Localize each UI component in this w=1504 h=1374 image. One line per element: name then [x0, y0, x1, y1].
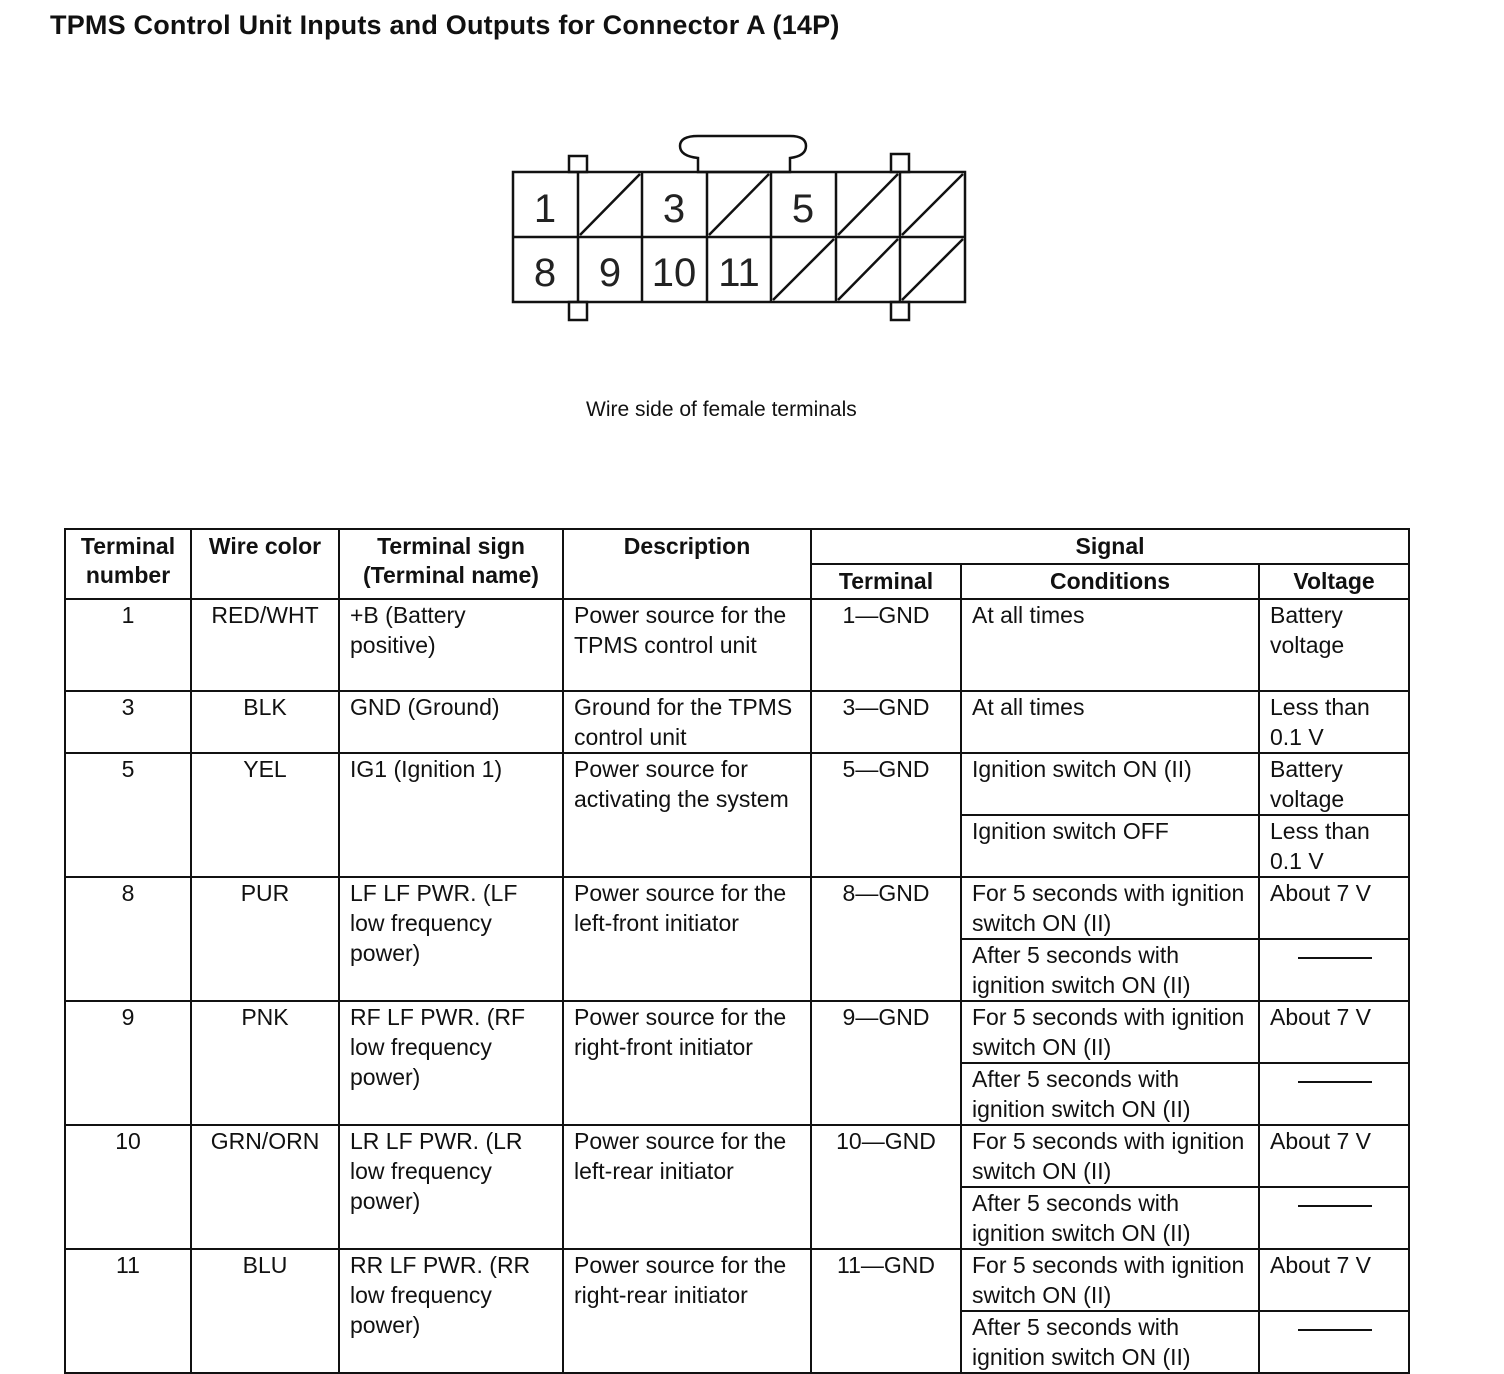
table-row [65, 1001, 1409, 1063]
connector-diagram [500, 128, 980, 328]
pin-label: 5 [791, 187, 815, 231]
signal-terminal: 5—GND [811, 753, 961, 877]
signal-voltage: Battery voltage [1259, 599, 1409, 691]
signal-voltage: Battery voltage [1259, 753, 1409, 815]
description: Power source for the right-rear initiator [563, 1249, 811, 1373]
signal-terminal: 9—GND [811, 1001, 961, 1125]
pin-label: 11 [718, 251, 760, 295]
signal-condition: After 5 seconds with ignition switch ON (II) [961, 939, 1259, 1001]
signal-condition: For 5 seconds with ignition switch ON (II) [961, 1249, 1259, 1311]
description: Power source for activating the system [563, 753, 811, 877]
signal-voltage [1259, 1311, 1409, 1373]
terminal-number: 8 [65, 877, 191, 1001]
connector-tab [891, 154, 909, 172]
terminal-number: 9 [65, 1001, 191, 1125]
table-row [65, 753, 1409, 815]
connector-tab [569, 302, 587, 320]
signal-voltage: About 7 V [1259, 1125, 1409, 1187]
connector-tab [891, 302, 909, 320]
wire-color: GRN/ORN [191, 1125, 339, 1249]
wire-color: YEL [191, 753, 339, 877]
description: Power source for the right-front initiator [563, 1001, 811, 1125]
header-terminal-number: Terminal number [65, 529, 191, 599]
signal-condition: For 5 seconds with ignition switch ON (II) [961, 1001, 1259, 1063]
signal-voltage [1259, 1063, 1409, 1125]
header-terminal-sign: Terminal sign (Terminal name) [339, 529, 563, 599]
terminal-number: 3 [65, 691, 191, 753]
wire-color: PUR [191, 877, 339, 1001]
signal-condition: After 5 seconds with ignition switch ON (II) [961, 1063, 1259, 1125]
terminal-number: 10 [65, 1125, 191, 1249]
dash-placeholder [1298, 1205, 1372, 1207]
dash-placeholder [1298, 1329, 1372, 1331]
wire-color: PNK [191, 1001, 339, 1125]
wire-color: BLK [191, 691, 339, 753]
signal-condition: At all times [961, 691, 1259, 753]
table-row [65, 1125, 1409, 1187]
terminal-sign: +B (Battery positive) [339, 599, 563, 691]
signal-condition: For 5 seconds with ignition switch ON (II) [961, 877, 1259, 939]
dash-placeholder [1298, 957, 1372, 959]
signal-voltage: Less than 0.1 V [1259, 815, 1409, 877]
terminal-sign: RF LF PWR. (RF low frequency power) [339, 1001, 563, 1125]
signal-condition: At all times [961, 599, 1259, 691]
terminal-sign: RR LF PWR. (RR low frequency power) [339, 1249, 563, 1373]
page-title: TPMS Control Unit Inputs and Outputs for Connector A (14P) [50, 10, 840, 40]
wire-color: RED/WHT [191, 599, 339, 691]
table-row [65, 1249, 1409, 1311]
signal-voltage: About 7 V [1259, 877, 1409, 939]
signal-terminal: 11—GND [811, 1249, 961, 1373]
terminal-number: 11 [65, 1249, 191, 1373]
description: Power source for the left-rear initiator [563, 1125, 811, 1249]
pin-label: 9 [598, 251, 622, 295]
terminal-number: 5 [65, 753, 191, 877]
signal-condition: Ignition switch ON (II) [961, 753, 1259, 815]
header-signal-conditions: Conditions [961, 564, 1259, 599]
table-row [65, 599, 1409, 691]
header-signal-terminal: Terminal [811, 564, 961, 599]
signal-voltage: About 7 V [1259, 1249, 1409, 1311]
header-signal: Signal [811, 529, 1409, 564]
table-row [65, 877, 1409, 939]
terminal-number: 1 [65, 599, 191, 691]
connector-latch [680, 136, 806, 172]
pin-label: 10 [651, 251, 697, 295]
pin-label: 1 [533, 187, 557, 231]
terminal-sign: LF LF PWR. (LF low frequency power) [339, 877, 563, 1001]
header-description: Description [563, 529, 811, 599]
signal-voltage: Less than 0.1 V [1259, 691, 1409, 753]
terminal-sign: GND (Ground) [339, 691, 563, 753]
signal-terminal: 3—GND [811, 691, 961, 753]
signal-voltage [1259, 939, 1409, 1001]
pin-label: 8 [533, 251, 557, 295]
header-signal-voltage: Voltage [1259, 564, 1409, 599]
description: Power source for the TPMS control unit [563, 599, 811, 691]
description: Ground for the TPMS control unit [563, 691, 811, 753]
header-wire-color: Wire color [191, 529, 339, 599]
connector-caption: Wire side of female terminals [586, 398, 857, 421]
signal-voltage [1259, 1187, 1409, 1249]
dash-placeholder [1298, 1081, 1372, 1083]
signal-condition: For 5 seconds with ignition switch ON (II) [961, 1125, 1259, 1187]
signal-terminal: 8—GND [811, 877, 961, 1001]
table-row [65, 691, 1409, 753]
signal-condition: After 5 seconds with ignition switch ON (II) [961, 1311, 1259, 1373]
signal-condition: After 5 seconds with ignition switch ON (II) [961, 1187, 1259, 1249]
signal-condition: Ignition switch OFF [961, 815, 1259, 877]
connector-tab [569, 156, 587, 172]
wire-color: BLU [191, 1249, 339, 1373]
terminal-table [64, 528, 1410, 1374]
pin-label: 3 [662, 187, 686, 231]
description: Power source for the left-front initiator [563, 877, 811, 1001]
signal-voltage: About 7 V [1259, 1001, 1409, 1063]
signal-terminal: 1—GND [811, 599, 961, 691]
terminal-sign: IG1 (Ignition 1) [339, 753, 563, 877]
terminal-sign: LR LF PWR. (LR low frequency power) [339, 1125, 563, 1249]
signal-terminal: 10—GND [811, 1125, 961, 1249]
